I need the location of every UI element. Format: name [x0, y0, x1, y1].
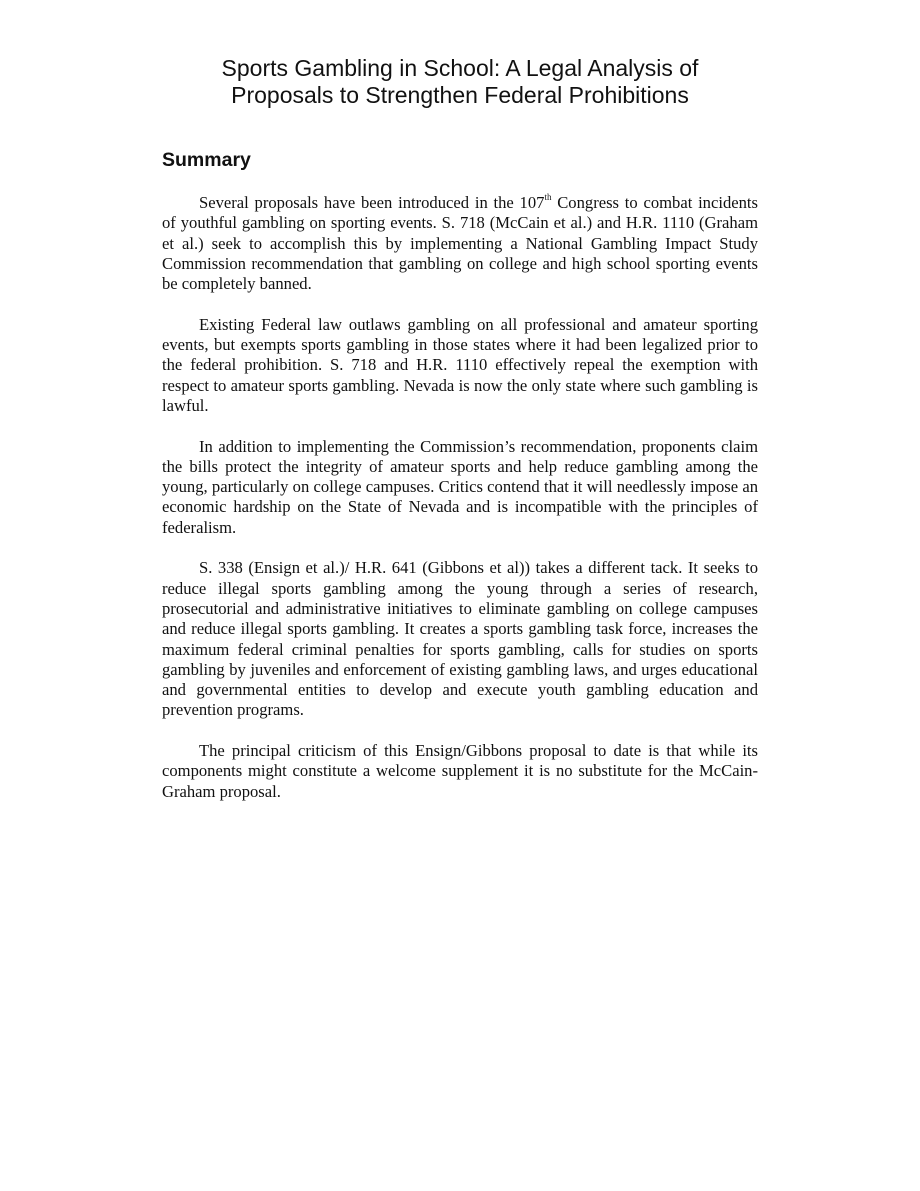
- summary-paragraph-2: Existing Federal law outlaws gambling on all professional and amateur sporting events, but exempts sports gambling in those states where it had been legalized prior to the federal prohibition. S. 718 and H.R. 1110 effectively repeal the exemption with respect to amateur sports gambling. Nevada is now the only state where such gambling is lawful.: [162, 314, 758, 415]
- title-line-1: Sports Gambling in School: A Legal Analysis of: [221, 55, 699, 81]
- ordinal-suffix: th: [544, 192, 552, 203]
- summary-paragraph-1: [162, 193, 758, 294]
- summary-heading: Summary: [162, 149, 251, 171]
- summary-paragraph-4: S. 338 (Ensign et al.)/ H.R. 641 (Gibbons et al)) takes a different tack. It seeks to reduce illegal sports gambling among the young through a series of research, prosecutorial and administrative initiatives to eliminate gambling on college campuses and reduce illegal sports gambling. It creates a sports gambling task force, increases the maximum federal criminal penalties for sports gambling, calls for studies on sports gambling by juveniles and enforcement of existing gambling laws, and urges educational and governmental entities to develop and execute youth gambling education and prevention programs.: [162, 558, 758, 720]
- summary-body: [162, 193, 758, 822]
- summary-paragraph-5: The principal criticism of this Ensign/Gibbons proposal to date is that while its components might constitute a welcome supplement it is no substitute for the McCain-Graham proposal.: [162, 741, 758, 801]
- title-line-2: Proposals to Strengthen Federal Prohibitions: [231, 82, 689, 108]
- summary-paragraph-3: In addition to implementing the Commission’s recommendation, proponents claim the bills protect the integrity of amateur sports and help reduce gambling among the young, particularly on college campuses. Critics contend that it will needlessly impose an economic hardship on the State of Nevada and is incompatible with the principles of federalism.: [162, 436, 758, 537]
- document-title: [162, 55, 758, 109]
- paragraph-1-text-end: Congress to combat incidents of youthful gambling on sporting events. S. 718 (McCain et al.) and H.R. 1110 (Graham et al.) seek to accomplish this by implementing a National Gambling Impact Study Commission recommendation that gambling on college and high school sporting events be completely banned.: [162, 193, 758, 294]
- paragraph-1-text-start: Several proposals have been introduced in the 107: [199, 193, 545, 212]
